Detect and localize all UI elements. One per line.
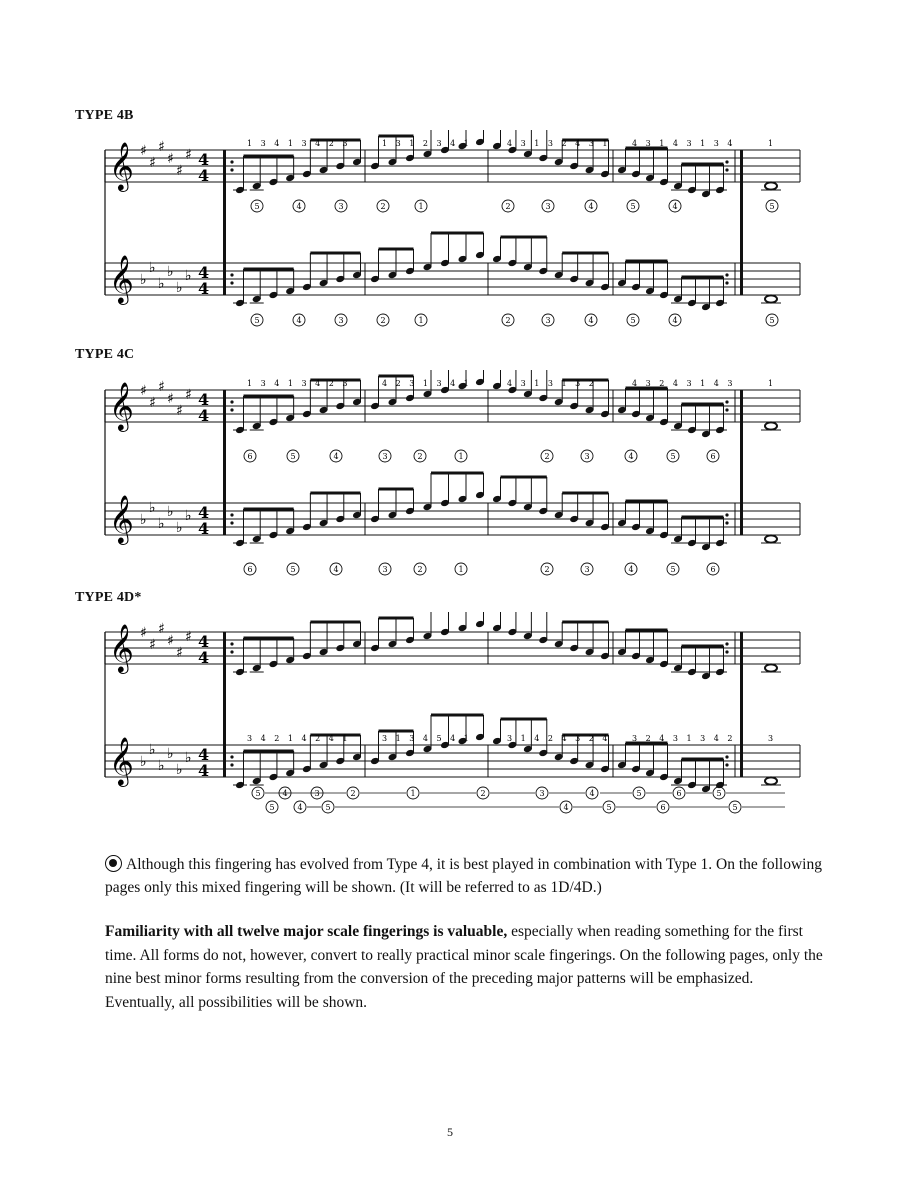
treble-clef-icon: 𝄞 xyxy=(109,381,134,430)
time-signature-top: 4 xyxy=(198,150,210,169)
fingering-numbers: 3 4 2 1 4 2 4 1 xyxy=(247,734,351,743)
flat-icon: ♭ xyxy=(158,758,165,774)
flat-icon: ♭ xyxy=(158,516,165,532)
repeat-bar xyxy=(740,263,743,295)
repeat-bar xyxy=(223,745,226,777)
string-number: 2 xyxy=(380,202,386,211)
repeat-dot xyxy=(230,650,233,653)
repeat-dot xyxy=(725,273,728,276)
type-4c-notation xyxy=(95,370,810,600)
repeat-dot xyxy=(725,400,728,403)
fingering-numbers: 4 3 1 4 3 1 3 4 xyxy=(632,139,736,148)
repeat-bar xyxy=(740,503,743,535)
flat-icon: ♭ xyxy=(185,750,192,766)
string-number: 3 xyxy=(338,202,344,211)
repeat-dot xyxy=(230,281,233,284)
sharp-icon: ♯ xyxy=(158,139,165,155)
sharp-icon: ♯ xyxy=(185,147,192,163)
string-number: 3 xyxy=(314,789,320,798)
string-number: 2 xyxy=(350,789,356,798)
footnote xyxy=(105,853,825,899)
sharp-icon: ♯ xyxy=(140,143,147,159)
fingering-numbers: 3 1 3 4 5 4 1 xyxy=(382,734,472,743)
repeat-dot xyxy=(725,281,728,284)
type-4d-notation xyxy=(95,612,810,842)
paragraph-text: especially when reading something for the first time. All forms do not, however, convert to really practical minor scale fingerings. On the following pages, only the nine best minor forms resulting from the conversion of the preceding major patterns will be emphasized. Eventually, all possibilities will be shown. xyxy=(105,923,823,1011)
string-number: 5 xyxy=(769,202,775,211)
string-number: 3 xyxy=(545,316,551,325)
flat-icon: ♭ xyxy=(158,276,165,292)
sharp-icon: ♯ xyxy=(176,403,183,419)
repeat-bar xyxy=(223,632,226,664)
string-number: 3 xyxy=(338,316,344,325)
repeat-dot xyxy=(725,168,728,171)
repeat-dot xyxy=(725,763,728,766)
type-4d-heading: TYPE 4D* xyxy=(75,590,142,605)
time-signature-bottom: 4 xyxy=(198,166,210,185)
flat-icon: ♭ xyxy=(140,754,147,770)
fingering-numbers: 3 xyxy=(768,734,774,743)
flat-icon: ♭ xyxy=(176,762,183,778)
sharp-icon: ♯ xyxy=(140,625,147,641)
page-number: 5 xyxy=(447,1125,453,1139)
string-number: 5 xyxy=(716,789,722,798)
time-signature-top: 4 xyxy=(198,390,210,409)
repeat-dot xyxy=(725,521,728,524)
string-number: 6 xyxy=(247,565,253,574)
fingering-numbers: 4 3 2 4 3 1 4 3 xyxy=(632,379,736,388)
repeat-dot xyxy=(230,763,233,766)
time-signature-top: 4 xyxy=(198,632,210,651)
time-signature-bottom: 4 xyxy=(198,648,210,667)
flat-icon: ♭ xyxy=(149,260,156,276)
footnote-marker-icon xyxy=(105,855,122,872)
string-number: 5 xyxy=(255,789,261,798)
fingering-numbers: 3 1 4 2 4 3 2 4 xyxy=(507,734,611,743)
string-number: 5 xyxy=(636,789,642,798)
string-number: 5 xyxy=(630,316,636,325)
repeat-dot xyxy=(725,160,728,163)
string-number: 2 xyxy=(544,452,550,461)
string-number: 5 xyxy=(290,565,296,574)
string-number: 5 xyxy=(254,316,260,325)
repeat-bar xyxy=(740,745,743,777)
string-number: 5 xyxy=(606,803,612,812)
repeat-dot xyxy=(725,408,728,411)
string-number: 4 xyxy=(297,803,303,812)
repeat-dot xyxy=(230,642,233,645)
whole-note xyxy=(765,777,777,784)
treble-clef-icon: 𝄞 xyxy=(109,736,134,785)
flat-icon: ♭ xyxy=(149,500,156,516)
repeat-dot xyxy=(725,650,728,653)
treble-clef-icon: 𝄞 xyxy=(109,494,134,543)
repeat-dot xyxy=(230,408,233,411)
repeat-bar xyxy=(740,390,743,422)
footnote-text: Although this fingering has evolved from Type 4, it is best played in combination with Type 1. On the following pages only this mixed fingering will be shown. (It will be referred to as 1D/4D.) xyxy=(105,856,822,896)
fingering-numbers: 1 3 4 1 3 4 2 3 xyxy=(247,379,351,388)
repeat-bar xyxy=(740,632,743,664)
sharp-icon: ♯ xyxy=(167,391,174,407)
string-number: 2 xyxy=(380,316,386,325)
time-signature-bottom: 4 xyxy=(198,761,210,780)
string-number: 4 xyxy=(628,565,634,574)
string-number: 2 xyxy=(505,316,511,325)
sharp-icon: ♯ xyxy=(149,637,156,653)
string-number: 5 xyxy=(630,202,636,211)
string-number: 6 xyxy=(710,452,716,461)
string-number: 5 xyxy=(325,803,331,812)
flat-icon: ♭ xyxy=(176,520,183,536)
repeat-dot xyxy=(725,513,728,516)
whole-note xyxy=(765,535,777,542)
fingering-numbers: 3 2 4 3 1 3 4 2 xyxy=(632,734,736,743)
string-number: 5 xyxy=(254,202,260,211)
string-number: 5 xyxy=(269,803,275,812)
flat-icon: ♭ xyxy=(149,742,156,758)
string-number: 4 xyxy=(333,565,339,574)
string-number: 4 xyxy=(589,789,595,798)
string-number: 4 xyxy=(563,803,569,812)
time-signature-top: 4 xyxy=(198,263,210,282)
sharp-icon: ♯ xyxy=(176,163,183,179)
sharp-icon: ♯ xyxy=(158,379,165,395)
sharp-icon: ♯ xyxy=(167,151,174,167)
string-number: 3 xyxy=(382,565,388,574)
string-number: 3 xyxy=(539,789,545,798)
string-number: 1 xyxy=(458,565,464,574)
whole-note xyxy=(765,664,777,671)
fingering-numbers: 1 3 4 1 3 4 2 3 xyxy=(247,139,351,148)
string-number: 6 xyxy=(710,565,716,574)
time-signature-top: 4 xyxy=(198,745,210,764)
string-number: 4 xyxy=(672,316,678,325)
string-number: 6 xyxy=(247,452,253,461)
sharp-icon: ♯ xyxy=(149,155,156,171)
fingering-numbers: 1 3 1 2 3 4 1 xyxy=(382,139,472,148)
string-number: 5 xyxy=(732,803,738,812)
string-number: 4 xyxy=(333,452,339,461)
flat-icon: ♭ xyxy=(140,272,147,288)
treble-clef-icon: 𝄞 xyxy=(109,623,134,672)
string-number: 2 xyxy=(505,202,511,211)
flat-icon: ♭ xyxy=(185,268,192,284)
sharp-icon: ♯ xyxy=(185,387,192,403)
string-number: 4 xyxy=(628,452,634,461)
repeat-bar xyxy=(223,263,226,295)
string-number: 4 xyxy=(672,202,678,211)
sharp-icon: ♯ xyxy=(185,629,192,645)
string-number: 6 xyxy=(676,789,682,798)
string-number: 6 xyxy=(660,803,666,812)
flat-icon: ♭ xyxy=(185,508,192,524)
notation-svg xyxy=(95,370,810,600)
string-number: 5 xyxy=(290,452,296,461)
repeat-bar xyxy=(223,503,226,535)
string-number: 3 xyxy=(584,452,590,461)
flat-icon: ♭ xyxy=(167,504,174,520)
treble-clef-icon: 𝄞 xyxy=(109,254,134,303)
string-number: 1 xyxy=(418,202,424,211)
repeat-dot xyxy=(230,160,233,163)
paragraph-bold-lead: Familiarity with all twelve major scale fingerings is valuable, xyxy=(105,923,508,940)
string-number: 4 xyxy=(296,316,302,325)
repeat-dot xyxy=(725,755,728,758)
string-number: 1 xyxy=(418,316,424,325)
string-number: 1 xyxy=(458,452,464,461)
repeat-dot xyxy=(230,400,233,403)
repeat-dot xyxy=(230,521,233,524)
sharp-icon: ♯ xyxy=(149,395,156,411)
notation-svg xyxy=(95,612,810,842)
flat-icon: ♭ xyxy=(140,512,147,528)
fingering-numbers: 4 3 1 3 2 4 3 1 xyxy=(507,139,611,148)
fingering-numbers: 1 xyxy=(768,379,774,388)
string-number: 5 xyxy=(670,565,676,574)
sharp-icon: ♯ xyxy=(176,645,183,661)
whole-note xyxy=(765,422,777,429)
fingering-numbers: 1 xyxy=(768,139,774,148)
type-4b-notation xyxy=(95,130,810,360)
repeat-bar xyxy=(223,390,226,422)
string-number: 2 xyxy=(417,452,423,461)
repeat-dot xyxy=(725,642,728,645)
time-signature-top: 4 xyxy=(198,503,210,522)
time-signature-bottom: 4 xyxy=(198,519,210,538)
repeat-bar xyxy=(740,150,743,182)
string-number: 3 xyxy=(382,452,388,461)
string-number: 2 xyxy=(417,565,423,574)
string-number: 3 xyxy=(545,202,551,211)
whole-note xyxy=(765,295,777,302)
repeat-dot xyxy=(230,513,233,516)
flat-icon: ♭ xyxy=(167,264,174,280)
string-number: 2 xyxy=(480,789,486,798)
string-number: 4 xyxy=(588,316,594,325)
sharp-icon: ♯ xyxy=(158,621,165,637)
whole-note xyxy=(765,182,777,189)
type-4b-heading: TYPE 4B xyxy=(75,108,134,123)
fingering-numbers: 4 3 1 3 1 3 2 xyxy=(507,379,597,388)
string-number: 5 xyxy=(670,452,676,461)
flat-icon: ♭ xyxy=(167,746,174,762)
repeat-dot xyxy=(230,755,233,758)
repeat-bar xyxy=(223,150,226,182)
notation-svg xyxy=(95,130,810,360)
string-number: 4 xyxy=(588,202,594,211)
time-signature-bottom: 4 xyxy=(198,279,210,298)
type-4c-heading: TYPE 4C xyxy=(75,347,135,362)
string-number: 2 xyxy=(544,565,550,574)
string-number: 5 xyxy=(769,316,775,325)
sharp-icon: ♯ xyxy=(140,383,147,399)
string-number: 1 xyxy=(410,789,416,798)
treble-clef-icon: 𝄞 xyxy=(109,141,134,190)
body-paragraph xyxy=(105,920,825,1014)
fingering-numbers: 4 2 3 1 3 4 1 xyxy=(382,379,472,388)
string-number: 3 xyxy=(584,565,590,574)
string-number: 4 xyxy=(296,202,302,211)
repeat-dot xyxy=(230,168,233,171)
sharp-icon: ♯ xyxy=(167,633,174,649)
time-signature-bottom: 4 xyxy=(198,406,210,425)
repeat-dot xyxy=(230,273,233,276)
flat-icon: ♭ xyxy=(176,280,183,296)
string-number: 4 xyxy=(282,789,288,798)
